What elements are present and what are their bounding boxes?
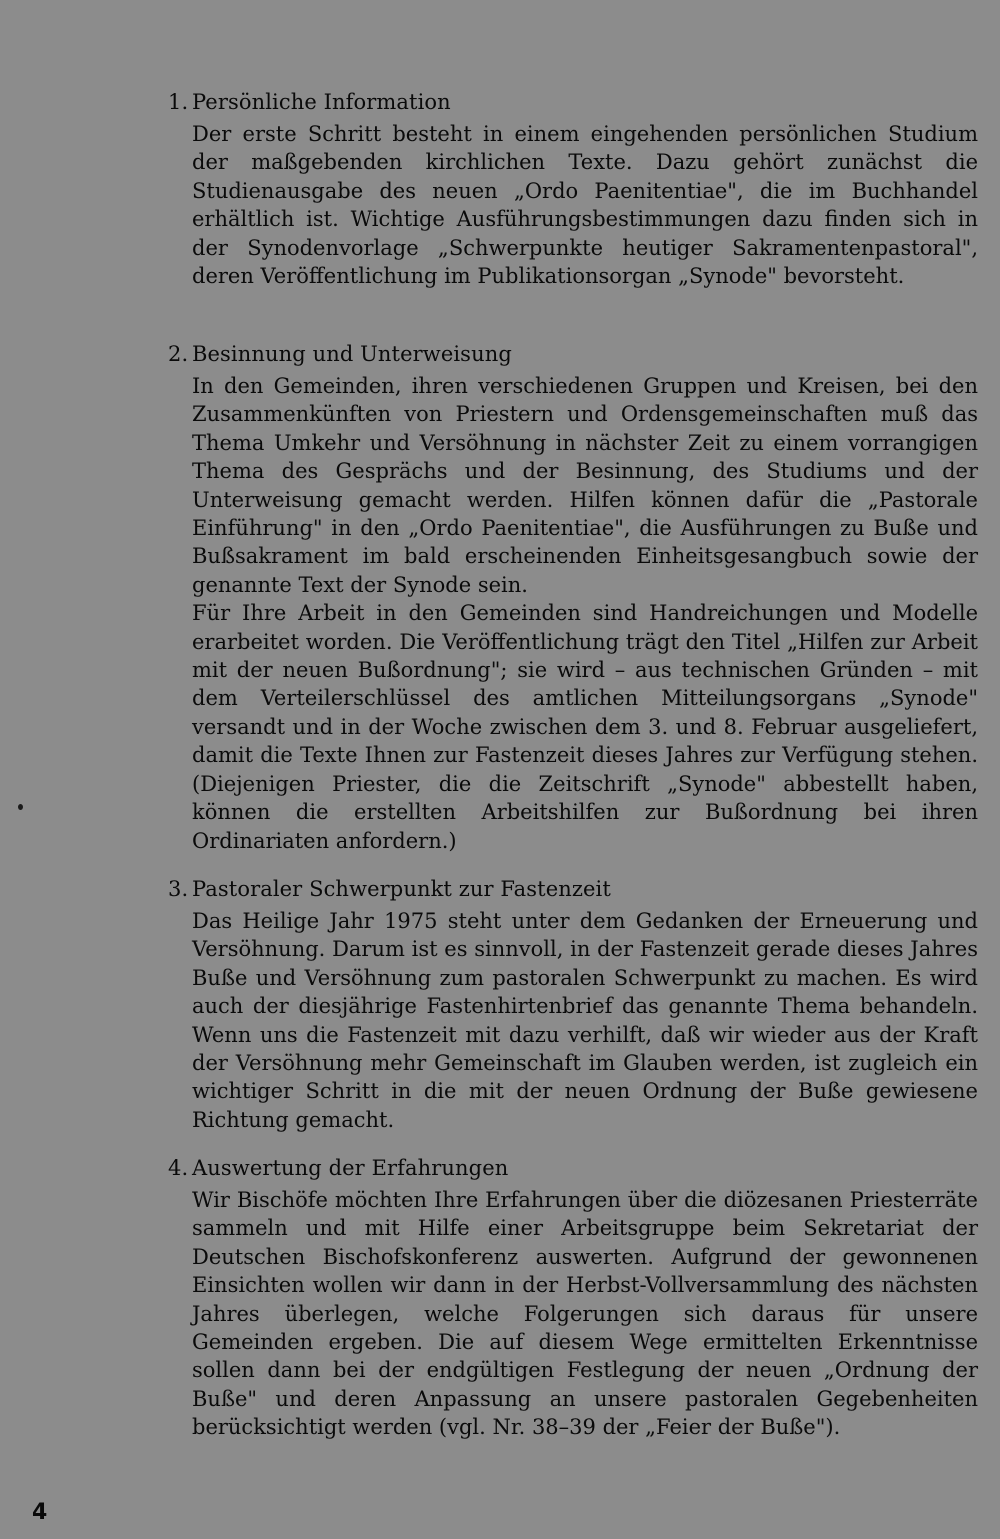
section-reflection-instruction — [168, 340, 980, 855]
section-paragraph: In den Gemeinden, ihren verschiedenen Gruppen und Kreisen, bei den Zusammenkünften von Priestern und Ordensgemeinschaften muß das Thema Umkehr und Versöhnung in nächster Zeit zu einem vorrangigen Thema des Gesprächs und der Besinnung, des Studiums und der Unterweisung gemacht werden. Hilfen können dafür die „Pastorale Einführung" in den „Ordo Paenitentiae", die Ausführungen zu Buße und Bußsakrament im bald erscheinenden Einheitsgesangbuch sowie der genannte Text der Synode sein. — [192, 374, 978, 597]
section-paragraph: Das Heilige Jahr 1975 steht unter dem Gedanken der Erneuerung und Versöhnung. Darum ist es sinnvoll, in der Fastenzeit gerade dieses Jahres Buße und Versöhnung zum pastoralen Schwerpunkt zu machen. Es wird auch der diesjährige Fastenhirtenbrief das genannte Thema behandeln. Wenn uns die Fastenzeit mit dazu verhilft, daß wir wieder aus der Kraft der Versöhnung mehr Gemeinschaft im Glauben werden, ist zugleich ein wichtiger Schritt in die mit der neuen Ordnung der Buße gewiesene Richtung gemacht. — [192, 909, 978, 1132]
section-number: 2. — [168, 342, 189, 366]
section-heading — [168, 340, 980, 368]
section-paragraph: Für Ihre Arbeit in den Gemeinden sind Handreichungen und Modelle erarbeitet worden. Die Veröffentlichung trägt den Titel „Hilfen zur Arbeit mit der neuen Bußordnung"; sie wird – aus technischen Gründen – mit dem Verteilerschlüssel des amtlichen Mitteilungsorgans „Synode" versandt und in der Woche zwischen dem 3. und 8. Februar ausgeliefert, damit die Texte Ihnen zur Fastenzeit dieses Jahres zur Verfügung stehen. (Diejenigen Priester, die die Zeitschrift „Synode" abbestellt haben, können die erstellten Arbeitshilfen zur Bußordnung bei ihren Ordinariaten anfordern.) — [192, 601, 978, 853]
section-title: Persönliche Information — [192, 90, 451, 114]
section-heading — [168, 1154, 980, 1182]
section-title: Pastoraler Schwerpunkt zur Fastenzeit — [192, 877, 611, 901]
section-title: Auswertung der Erfahrungen — [192, 1156, 509, 1180]
section-title: Besinnung und Unterweisung — [192, 342, 512, 366]
section-number: 3. — [168, 877, 189, 901]
section-pastoral-focus-lent — [168, 875, 980, 1134]
scan-speck — [18, 804, 23, 810]
section-paragraph: Wir Bischöfe möchten Ihre Erfahrungen über die diözesanen Priesterräte sammeln und mit Hilfe einer Arbeitsgruppe beim Sekretariat der Deutschen Bischofskonferenz auswerten. Aufgrund der gewonnenen Einsichten wollen wir dann in der Herbst-Vollversammlung des nächsten Jahres überlegen, welche Folgerungen sich daraus für unsere Gemeinden ergeben. Die auf diesem Wege ermittelten Erkenntnisse sollen dann bei der endgültigen Festlegung der neuen „Ordnung der Buße" und deren Anpassung an unsere pastoralen Gegebenheiten berücksichtigt werden (vgl. Nr. 38–39 der „Feier der Buße"). — [192, 1188, 978, 1440]
section-heading — [168, 875, 980, 903]
section-number: 1. — [168, 90, 189, 114]
section-evaluation-experiences — [168, 1154, 980, 1442]
page-number: 4 — [32, 1500, 48, 1525]
section-heading — [168, 88, 980, 116]
section-paragraph: Der erste Schritt besteht in einem eingehenden persönlichen Studium der maßgebenden kirchlichen Texte. Dazu gehört zunächst die Studienausgabe des neuen „Ordo Paenitentiae", die im Buchhandel erhältlich ist. Wichtige Ausführungsbestimmungen dazu finden sich in der Synodenvorlage „Schwerpunkte heutiger Sakramentenpastoral", deren Veröffentlichung im Publikationsorgan „Synode" bevorsteht. — [192, 122, 978, 289]
section-number: 4. — [168, 1156, 189, 1180]
section-personal-information — [168, 88, 980, 290]
